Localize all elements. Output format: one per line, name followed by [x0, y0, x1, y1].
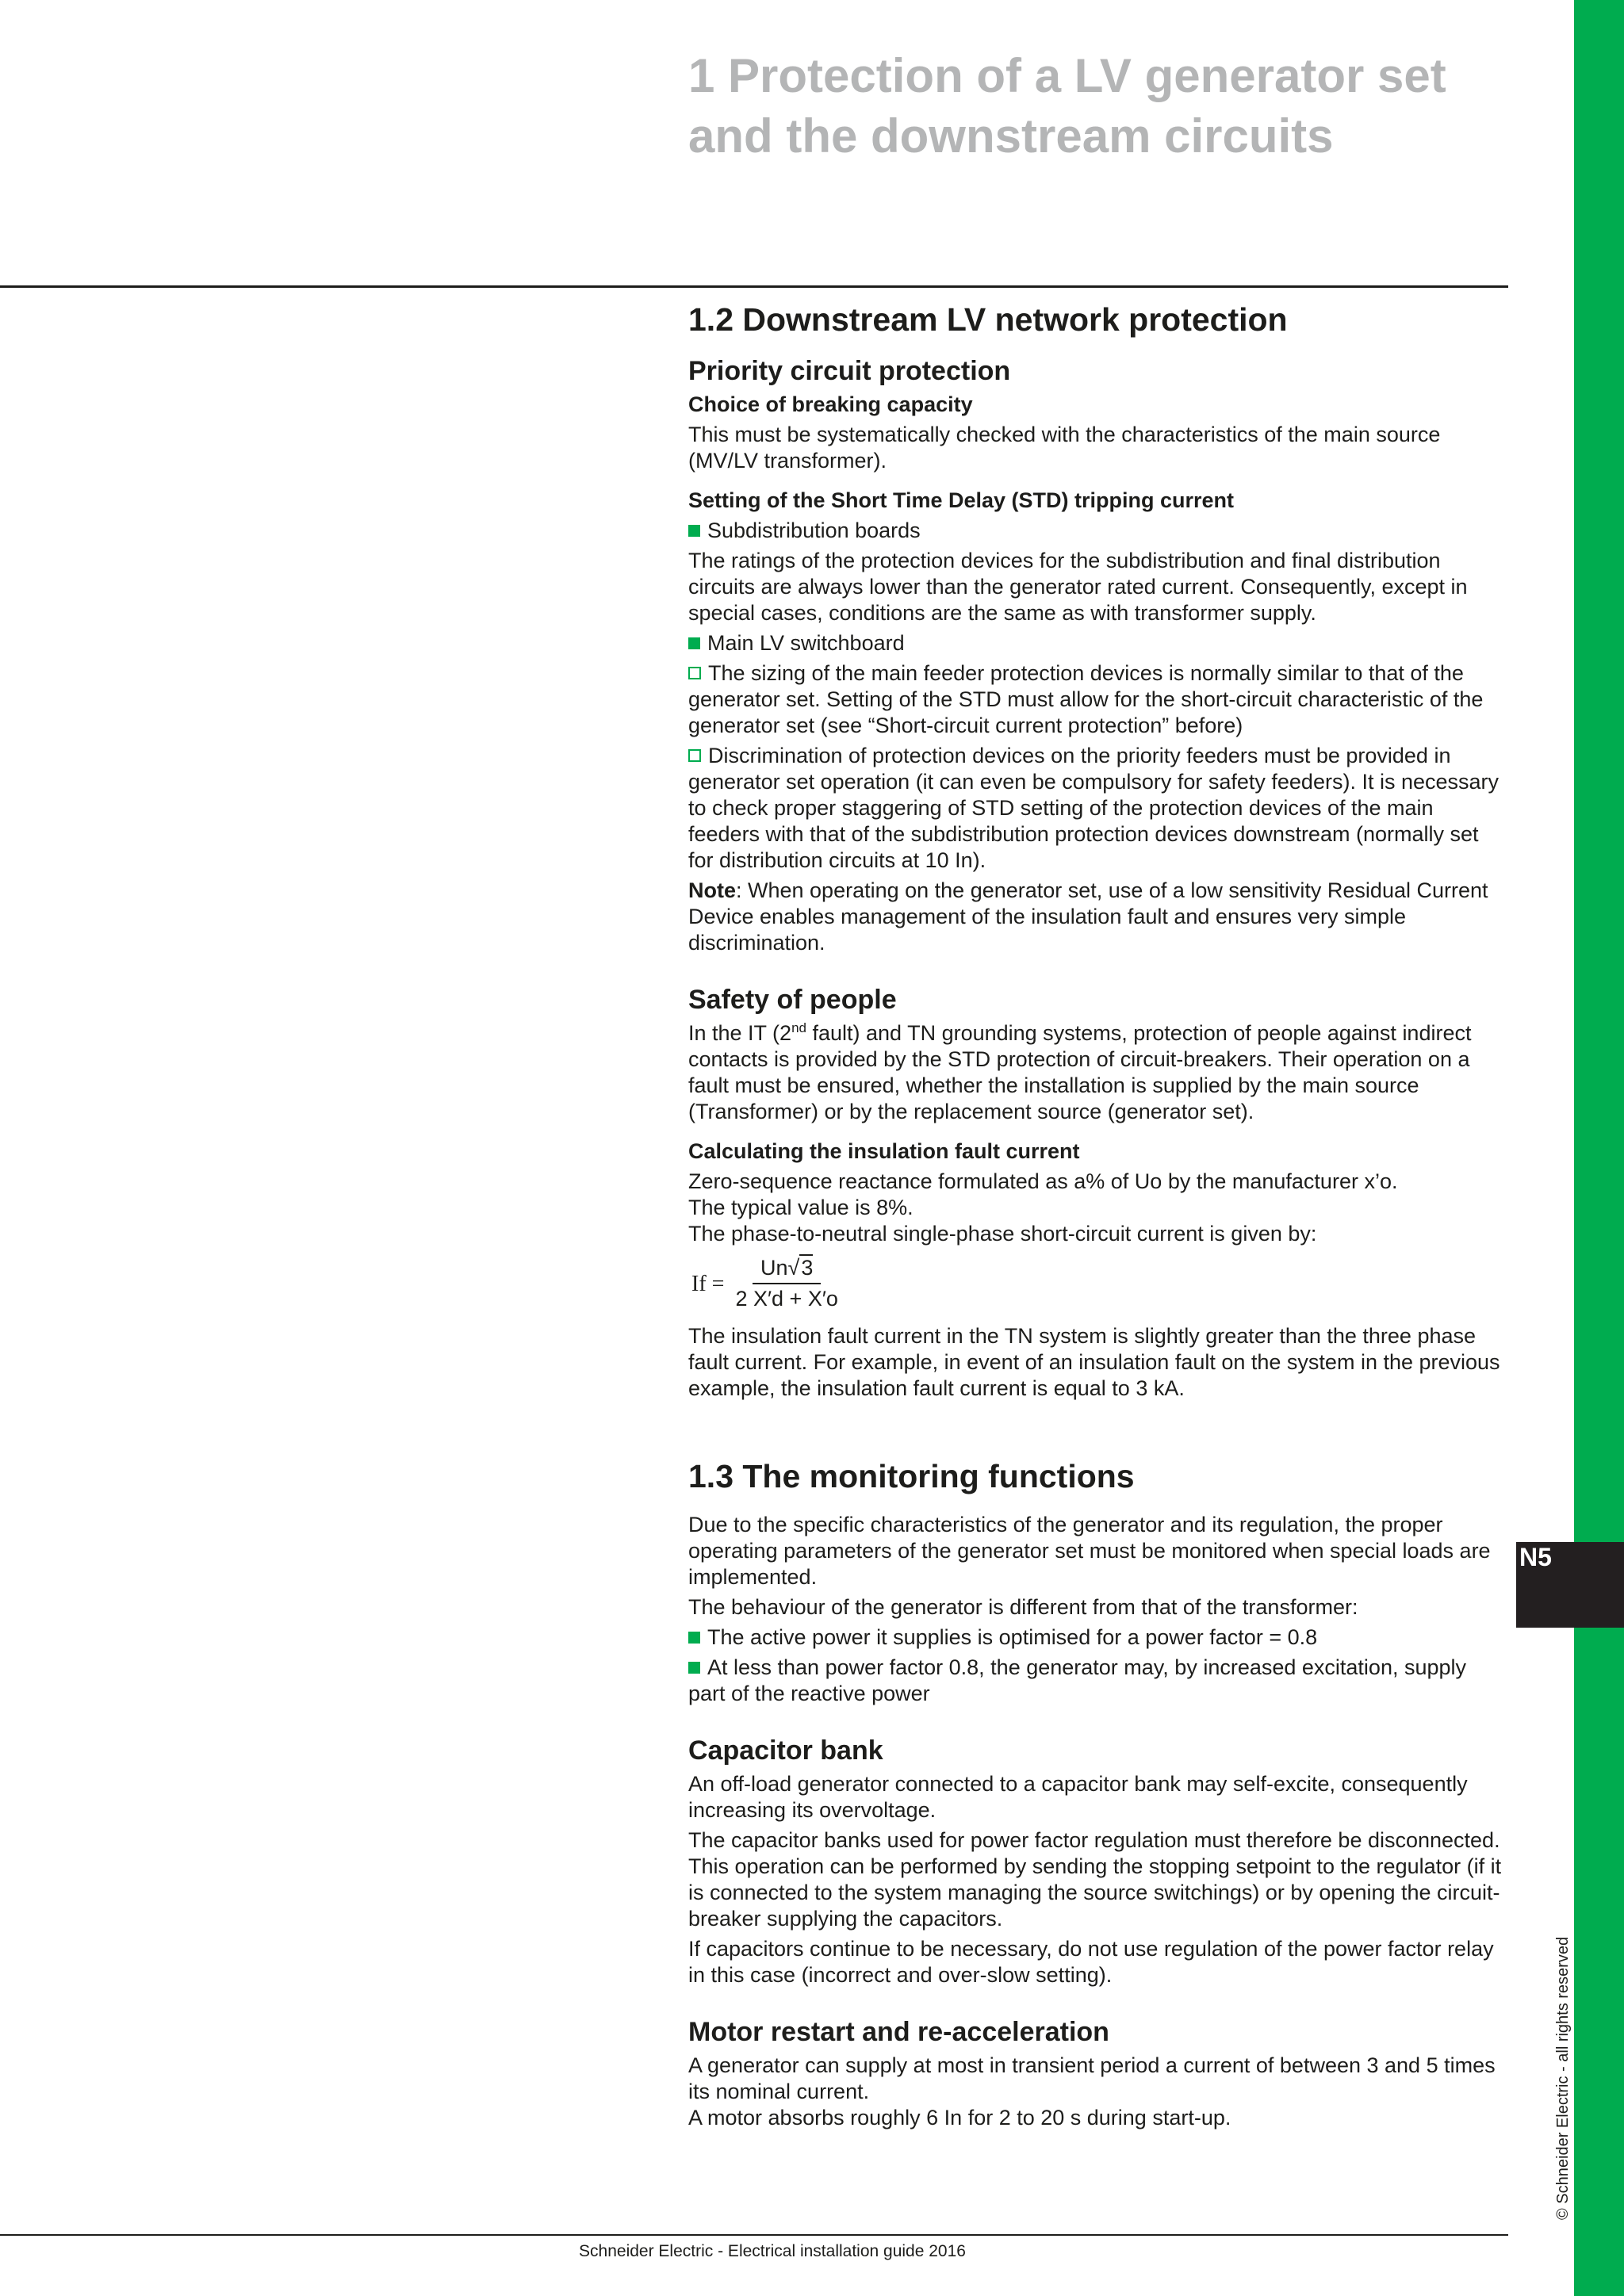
behaviour-text: The behaviour of the generator is different from that of the transformer: [688, 1595, 1358, 1619]
green-square-bullet-icon [688, 525, 700, 537]
green-square-bullet-icon [688, 637, 700, 649]
section-1-2-heading: 1.2 Downstream LV network protection [688, 301, 1288, 338]
section-1-3-heading: 1.3 The monitoring functions [688, 1458, 1135, 1494]
monitoring-intro: Due to the specific characteristics of the generator and its regulation, the proper operating parameters of the generator set must be monitored when special loads are implemented. [688, 1513, 1491, 1589]
bullet-power-factor: At less than power factor 0.8, the generator may, by increased excitation, supply part of the reactive power [688, 1655, 1467, 1705]
fault-result-text: The insulation fault current in the TN system is slightly greater than the three phase fault current. For example, in event of an insulation fault on the system in the previous example, the insulation fault current is equal to 3 kA. [688, 1324, 1500, 1400]
formula-denominator: 2 X′d + X′o [735, 1287, 838, 1311]
formula-numerator: Un√3 [753, 1255, 821, 1284]
calc-line-3: The phase-to-neutral single-phase short-circuit current is given by: [688, 1222, 1317, 1246]
capacitor-text-1: An off-load generator connected to a capacitor bank may self-excite, consequently increasing its overvoltage. [688, 1772, 1468, 1822]
safety-text: In the IT (2nd fault) and TN grounding systems, protection of people against indirect contacts is provided by the STD protection of circuit-breakers. Their operation on a fault must be ensured, whether the installation is supplied by the main source (Transformer) or by the replacement source (generator set). [688, 1020, 1472, 1123]
motor-line-2: A motor absorbs roughly 6 In for 2 to 20 s during start-up. [688, 2106, 1231, 2130]
green-square-bullet-icon [688, 1632, 700, 1644]
header-divider [0, 285, 1508, 288]
chapter-tab-label: N5 [1519, 1543, 1552, 1571]
subdistribution-text: The ratings of the protection devices for the subdistribution and final distribution circuits are always lower than the generator rated current. Consequently, except in special cases, conditions are the same as with transformer supply. [688, 549, 1468, 625]
capacitor-text-2: The capacitor banks used for power factor regulation must therefore be disconnected. This operation can be performed by sending the stopping setpoint to the regulator (if it is connected to the system managing the source switchings) or by opening the circuit-breaker supplying the capacitors. [688, 1828, 1502, 1931]
calc-heading: Calculating the insulation fault current [688, 1139, 1080, 1163]
capacitor-heading: Capacitor bank [688, 1735, 883, 1766]
calc-line-2: The typical value is 8%. [688, 1196, 914, 1219]
hollow-square-bullet-icon [688, 667, 701, 679]
fault-current-formula [691, 1255, 1509, 1312]
breaking-capacity-heading: Choice of breaking capacity [688, 392, 973, 416]
sub-bullet-sizing: The sizing of the main feeder protection devices is normally similar to that of the generator set. Setting of the STD must allow for the short-circuit characteristic of the generator set (see “Short-circuit current protection” before) [688, 661, 1484, 737]
priority-heading: Priority circuit protection [688, 356, 1011, 386]
green-square-bullet-icon [688, 1662, 700, 1674]
copyright-text: © Schneider Electric - all rights reserved [1554, 1936, 1572, 2220]
page-footer [0, 2242, 1624, 2261]
side-color-bar [1574, 0, 1624, 2296]
note-paragraph: Note: When operating on the generator set, use of a low sensitivity Residual Current Device enables management of the insulation fault and ensures very simple discrimination. [688, 878, 1488, 955]
bullet-active-power: The active power it supplies is optimised for a power factor = 0.8 [688, 1624, 1509, 1651]
page-content [688, 300, 1509, 2131]
motor-heading: Motor restart and re-acceleration [688, 2017, 1109, 2047]
motor-line-1: A generator can supply at most in transient period a current of between 3 and 5 times its nominal current. [688, 2053, 1496, 2103]
safety-heading: Safety of people [688, 985, 897, 1015]
sub-bullet-discrimination: Discrimination of protection devices on the priority feeders must be provided in generator set operation (it can even be compulsory for safety feeders). It is necessary to check proper staggering of STD setting of the protection devices of the main feeders with that of the subdistribution protection devices downstream (normally set for distribution circuits at 10 In). [688, 744, 1500, 872]
bullet-main-switchboard: Main LV switchboard [688, 630, 1509, 656]
chapter-title: 1 Protection of a LV generator set and the downstream circuits [688, 49, 1446, 163]
std-heading: Setting of the Short Time Delay (STD) tripping current [688, 488, 1235, 512]
formula-fraction [730, 1255, 842, 1312]
calc-line-1: Zero-sequence reactance formulated as a% of Uo by the manufacturer x’o. [688, 1169, 1398, 1193]
hollow-square-bullet-icon [688, 749, 701, 762]
footer-text: Schneider Electric - Electrical installation guide 2016 [579, 2242, 966, 2260]
chapter-tab [1516, 1542, 1624, 1628]
bullet-subdistribution: Subdistribution boards [688, 518, 1509, 544]
footer-divider [0, 2234, 1508, 2236]
formula-lhs: If = [691, 1271, 725, 1296]
note-label: Note [688, 878, 736, 902]
capacitor-text-3: If capacitors continue to be necessary, do not use regulation of the power factor relay in this case (incorrect and over-slow setting). [688, 1937, 1494, 1987]
breaking-capacity-text: This must be systematically checked with the characteristics of the main source (MV/LV transformer). [688, 423, 1441, 473]
